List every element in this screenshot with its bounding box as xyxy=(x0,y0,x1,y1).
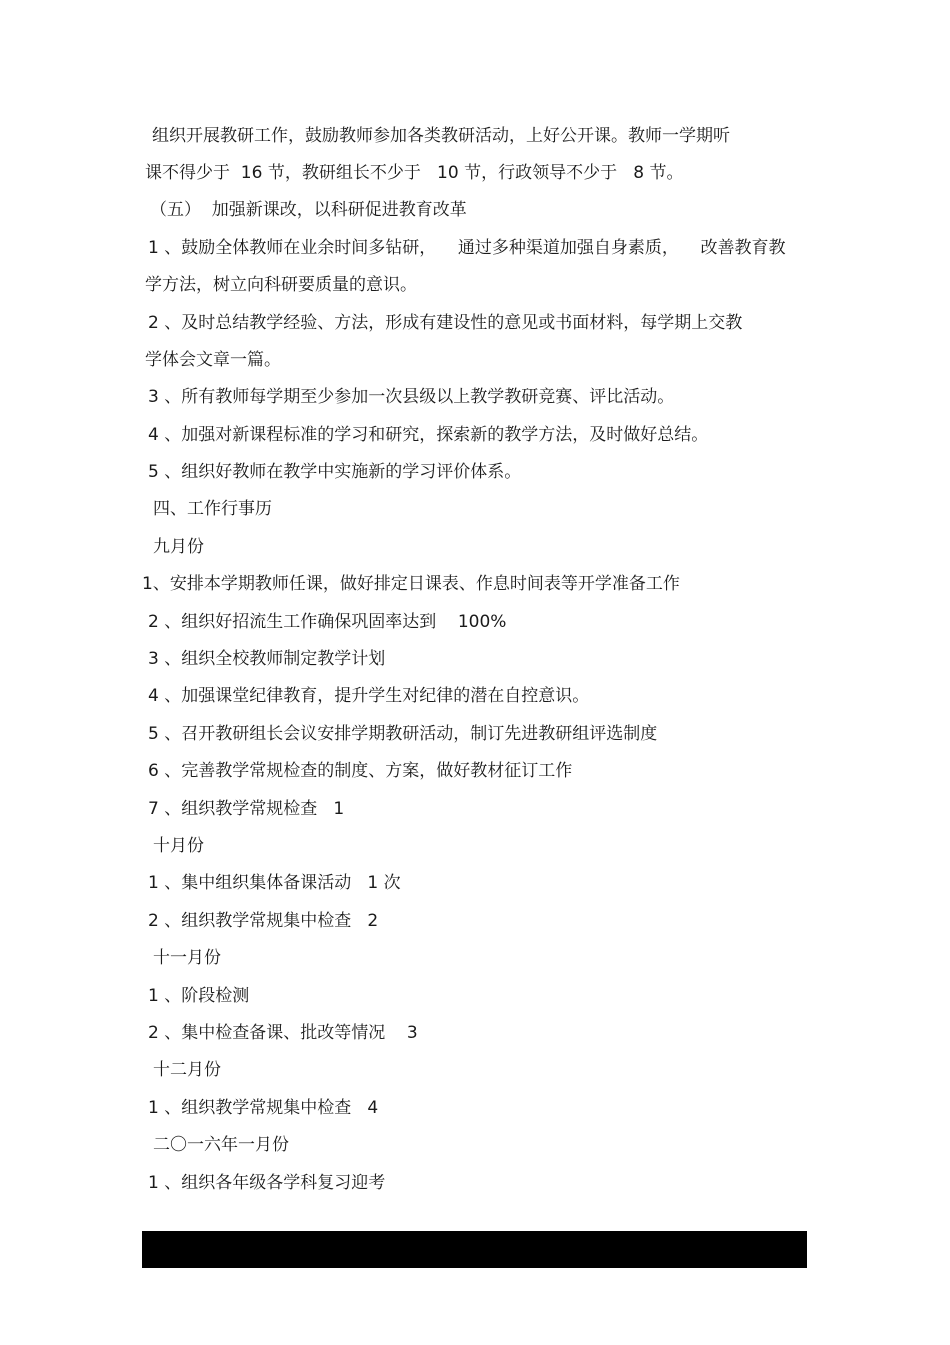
list-item: 5 、召开教研组长会议安排学期教研活动，制订先进教研组评选制度 xyxy=(148,724,658,744)
list-item: 2 、及时总结教学经验、方法，形成有建设性的意见或书面材料，每学期上交教 xyxy=(148,313,743,333)
list-item: 7 、组织教学常规检查 1 xyxy=(148,799,345,819)
section-heading: 四、工作行事历 xyxy=(153,499,272,519)
list-item: 2 、组织好招流生工作确保巩固率达到 100% xyxy=(148,612,507,632)
list-item: 5 、组织好教师在教学中实施新的学习评价体系。 xyxy=(148,462,522,482)
list-item: 2 、组织教学常规集中检查 2 xyxy=(148,911,379,931)
footer-bar xyxy=(142,1231,807,1268)
month-heading: 十二月份 xyxy=(153,1060,221,1080)
month-heading: 十一月份 xyxy=(153,948,221,968)
list-item: 1 、组织各年级各学科复习迎考 xyxy=(148,1173,386,1193)
list-item: 1 、集中组织集体备课活动 1 次 xyxy=(148,873,401,893)
list-item: 6 、完善教学常规检查的制度、方案，做好教材征订工作 xyxy=(148,761,573,781)
paragraph-line: 组织开展教研工作，鼓励教师参加各类教研活动，上好公开课。教师一学期听 xyxy=(152,126,730,146)
list-item: 3 、组织全校教师制定教学计划 xyxy=(148,649,386,669)
list-item: 1、安排本学期教师任课，做好排定日课表、作息时间表等开学准备工作 xyxy=(142,574,680,594)
month-heading: 十月份 xyxy=(153,836,204,856)
paragraph-line: 学方法，树立向科研要质量的意识。 xyxy=(145,275,417,295)
list-item: 1 、阶段检测 xyxy=(148,986,250,1006)
list-item: 4 、加强课堂纪律教育，提升学生对纪律的潜在自控意识。 xyxy=(148,686,590,706)
list-item: 1 、鼓励全体教师在业余时间多钻研， 通过多种渠道加强自身素质， 改善教育教 xyxy=(148,238,786,258)
list-item: 3 、所有教师每学期至少参加一次县级以上教学教研竞赛、评比活动。 xyxy=(148,387,675,407)
list-item: 1 、组织教学常规集中检查 4 xyxy=(148,1098,379,1118)
list-item: 4 、加强对新课程标准的学习和研究，探索新的教学方法，及时做好总结。 xyxy=(148,425,709,445)
paragraph-line: 课不得少于 16 节，教研组长不少于 10 节，行政领导不少于 8 节。 xyxy=(145,163,684,183)
list-item: 2 、集中检查备课、批改等情况 3 xyxy=(148,1023,418,1043)
month-heading: 九月份 xyxy=(153,537,204,557)
paragraph-line: 学体会文章一篇。 xyxy=(145,350,281,370)
section-heading: （五） 加强新课改，以科研促进教育改革 xyxy=(150,200,467,220)
month-heading: 二〇一六年一月份 xyxy=(153,1135,289,1155)
